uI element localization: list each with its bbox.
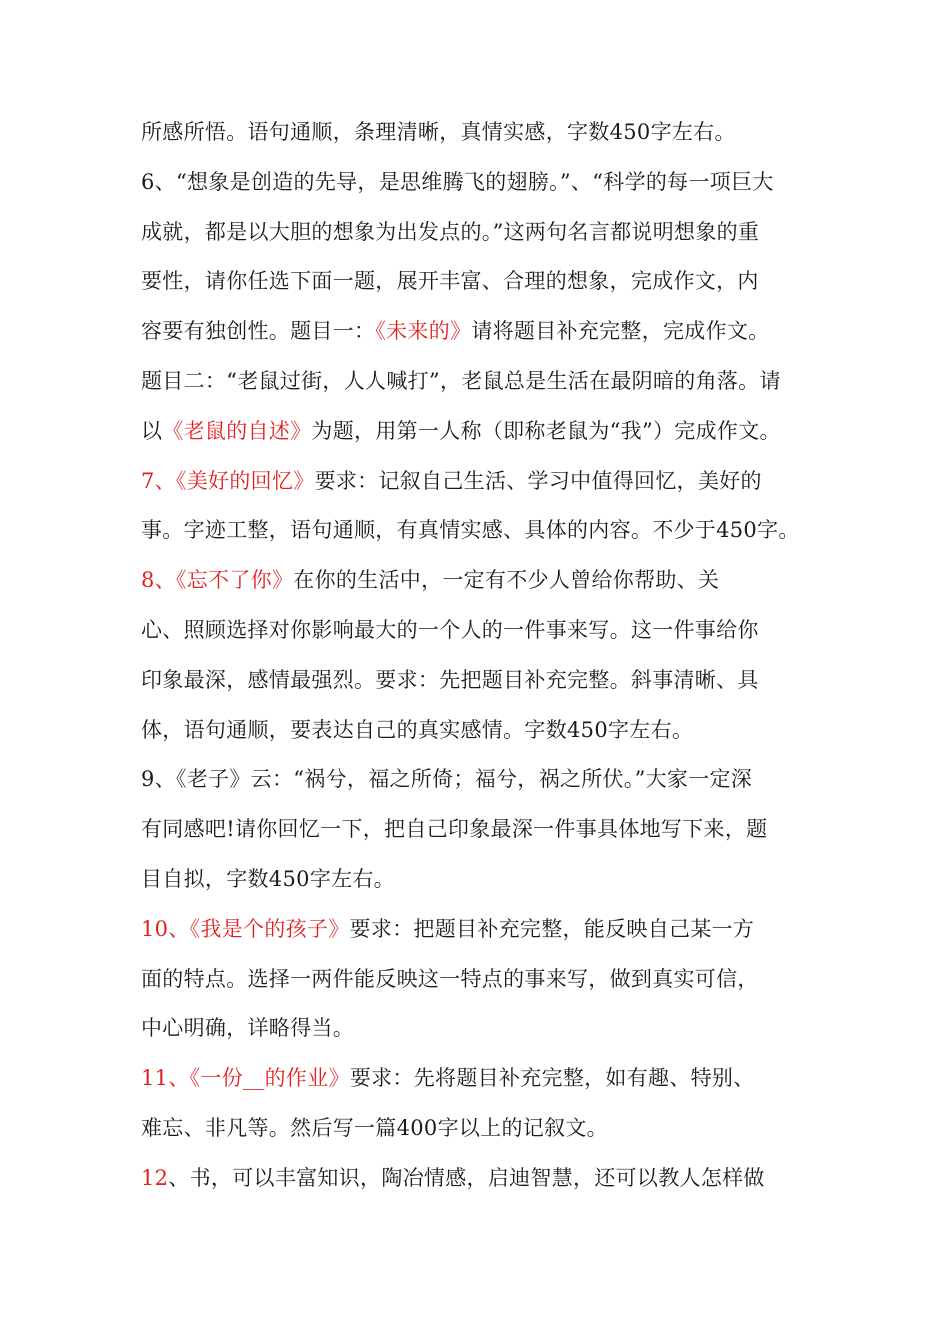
text-line bbox=[141, 705, 831, 755]
highlighted-title: 7、《美好的回忆》 bbox=[141, 469, 315, 493]
text-line bbox=[141, 804, 831, 854]
highlighted-title: 8、《忘不了你》 bbox=[141, 568, 294, 592]
text-segment: 、书，可以丰富知识，陶冶情感，启迪智慧，还可以教人怎样做 bbox=[168, 1166, 765, 1190]
text-segment: 面的特点。选择一两件能反映这一特点的事来写，做到真实可信， bbox=[141, 967, 759, 991]
text-segment: 体，语句通顺，要表达自己的真实感情。字数450字左右。 bbox=[141, 718, 694, 742]
text-segment: 容要有独创性。题目一： bbox=[141, 319, 376, 343]
text-line bbox=[141, 655, 831, 705]
text-line bbox=[141, 505, 831, 555]
text-line bbox=[141, 207, 831, 257]
text-segment: 所感所悟。语句通顺，条理清晰，真情实感，字数450字左右。 bbox=[141, 120, 736, 144]
highlighted-title: 《未来的》 bbox=[375, 319, 472, 343]
text-line bbox=[141, 1003, 831, 1053]
text-segment: 难忘、非凡等。然后写一篇400字以上的记叙文。 bbox=[141, 1116, 608, 1140]
highlighted-title: 《老鼠的自述》 bbox=[162, 419, 312, 443]
text-line bbox=[141, 306, 831, 356]
text-line bbox=[141, 107, 831, 157]
text-segment: 心、照顾选择对你影响最大的一个人的一件事来写。这一件事给你 bbox=[141, 618, 759, 642]
text-segment: 要性，请你任选下面一题，展开丰富、合理的想象，完成作文，内 bbox=[141, 269, 759, 293]
text-line bbox=[141, 854, 831, 904]
text-line bbox=[141, 954, 831, 1004]
text-segment: 要求：记叙自己生活、学习中值得回忆，美好的 bbox=[314, 469, 762, 493]
text-line bbox=[141, 256, 831, 306]
text-segment: 要求：先将题目补充完整，如有趣、特别、 bbox=[349, 1066, 755, 1090]
text-line bbox=[141, 1053, 831, 1103]
text-segment: 事。字迹工整，语句通顺，有真情实感、具体的内容。不少于450字。 bbox=[141, 518, 800, 542]
text-line bbox=[141, 1103, 831, 1153]
text-segment: 6、“想象是创造的先导，是思维腾飞的翅膀。”、“科学的每一项巨大 bbox=[141, 170, 774, 194]
text-segment: 目自拟，字数450字左右。 bbox=[141, 867, 395, 891]
text-line bbox=[141, 555, 831, 605]
highlighted-title: 10、《我是个的孩子》 bbox=[141, 917, 350, 941]
text-line bbox=[141, 904, 831, 954]
text-line bbox=[141, 754, 831, 804]
text-segment: 为题，用第一人称（即称老鼠为“我”）完成作文。 bbox=[311, 419, 781, 443]
text-segment: 题目二：“老鼠过街，人人喊打”，老鼠总是生活在最阴暗的角落。请 bbox=[141, 369, 781, 393]
highlighted-title: 11、《一份__的作业》 bbox=[141, 1066, 350, 1090]
text-segment: 在你的生活中，一定有不少人曾给你帮助、关 bbox=[293, 568, 720, 592]
text-line bbox=[141, 406, 831, 456]
text-line bbox=[141, 1153, 831, 1203]
text-line bbox=[141, 456, 831, 506]
text-segment: 9、《老子》云：“祸兮，福之所倚；福兮，祸之所伏。”大家一定深 bbox=[141, 767, 753, 791]
text-segment: 要求：把题目补充完整，能反映自己某一方 bbox=[349, 917, 755, 941]
text-segment: 印象最深，感情最强烈。要求：先把题目补充完整。斜事清晰、具 bbox=[141, 668, 759, 692]
text-line bbox=[141, 356, 831, 406]
text-segment: 请将题目补充完整，完成作文。 bbox=[471, 319, 770, 343]
text-line bbox=[141, 157, 831, 207]
text-line bbox=[141, 605, 831, 655]
text-segment: 中心明确，详略得当。 bbox=[141, 1016, 354, 1040]
text-segment: 有同感吧!请你回忆一下，把自己印象最深一件事具体地写下来，题 bbox=[141, 817, 768, 841]
highlighted-title: 12 bbox=[141, 1166, 169, 1190]
text-segment: 成就，都是以大胆的想象为出发点的。”这两句名言都说明想象的重 bbox=[141, 220, 760, 244]
text-segment: 以 bbox=[141, 419, 163, 443]
